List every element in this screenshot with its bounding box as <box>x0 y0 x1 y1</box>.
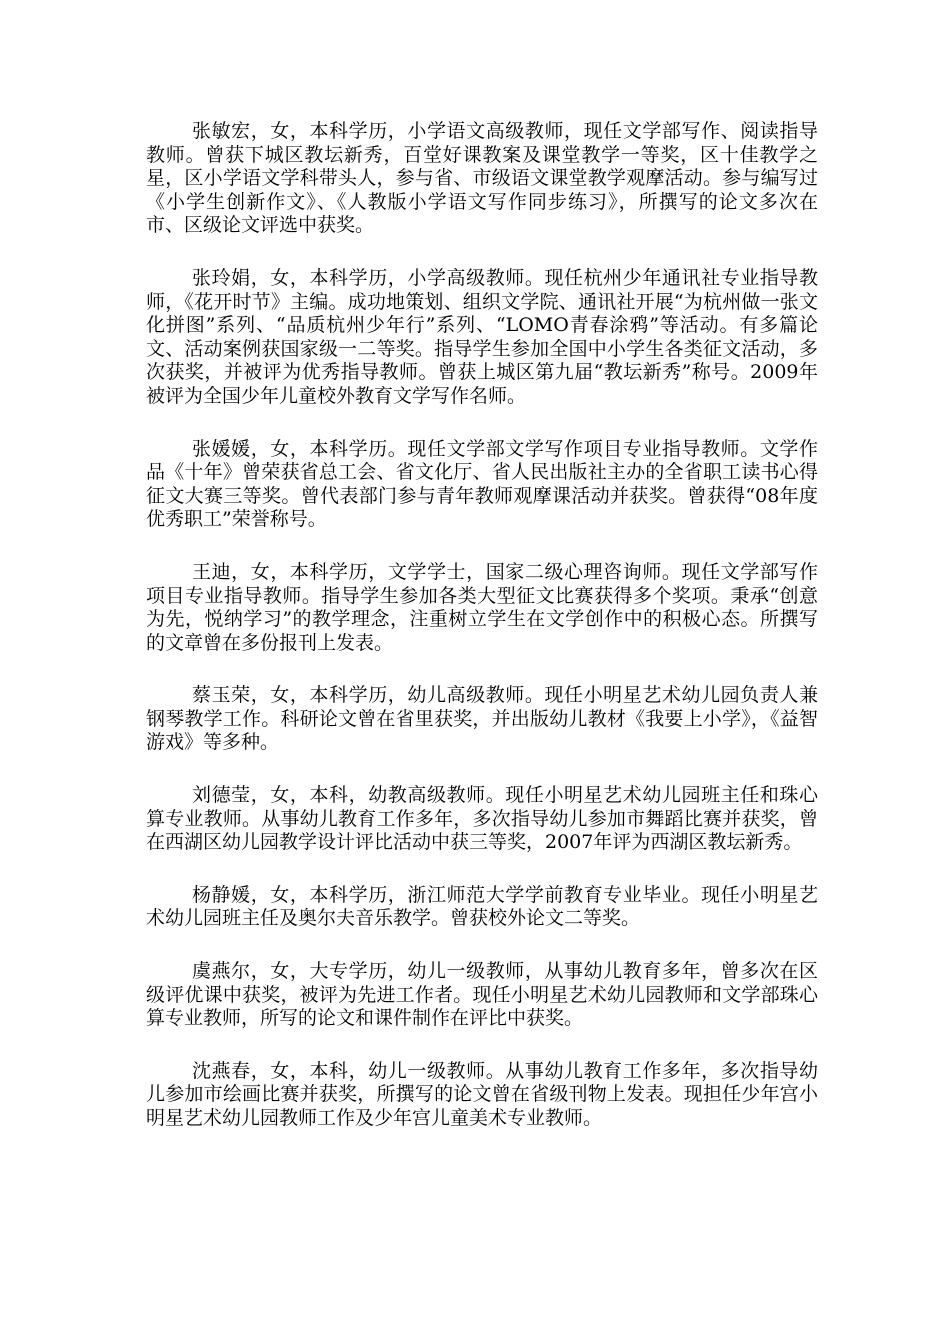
teacher-profile-liu-deying: 刘德莹，女，本科，幼教高级教师。现任小明星艺术幼儿园班主任和珠心算专业教师。从事幼儿教育工作多年，多次指导幼儿参加市舞蹈比赛并获奖，曾在西湖区幼儿园教学设计评比活动中获三等奖，2007年评为西湖区教坛新秀。 <box>146 784 818 854</box>
teacher-profile-yang-jingyuan: 杨静媛，女，本科学历，浙江师范大学学前教育专业毕业。现任小明星艺术幼儿园班主任及奥尔夫音乐教学。曾获校外论文二等奖。 <box>146 883 818 930</box>
teacher-profile-shen-yanchun: 沈燕春，女，本科，幼儿一级教师。从事幼儿教育工作多年，多次指导幼儿参加市绘画比赛并获奖，所撰写的论文曾在省级刊物上发表。现担任少年宫小明星艺术幼儿园教师工作及少年宫儿童美术专业教师。 <box>146 1059 818 1129</box>
teacher-profile-cai-yurong: 蔡玉荣，女，本科学历，幼儿高级教师。现任小明星艺术幼儿园负责人兼钢琴教学工作。科研论文曾在省里获奖，并出版幼儿教材《我要上小学》，《益智游戏》等多种。 <box>146 684 818 754</box>
teacher-profile-zhang-minhong: 张敏宏，女，本科学历，小学语文高级教师，现任文学部写作、阅读指导教师。曾获下城区教坛新秀，百堂好课教案及课堂教学一等奖，区十佳教学之星，区小学语文学科带头人，参与省、市级语文课堂教学观摩活动。参与编写过《小学生创新作文》、《人教版小学语文写作同步练习》，所撰写的论文多次在市、区级论文评选中获奖。 <box>146 120 818 237</box>
teacher-profile-yu-yaner: 虞燕尔，女，大专学历，幼儿一级教师，从事幼儿教育多年，曾多次在区级评优课中获奖，被评为先进工作者。现任小明星艺术幼儿园教师和文学部珠心算专业教师，所写的论文和课件制作在评比中获奖。 <box>146 960 818 1030</box>
teacher-profile-wang-di: 王迪，女，本科学历，文学学士，国家二级心理咨询师。现任文学部写作项目专业指导教师。指导学生参加各类大型征文比赛获得多个奖项。秉承“创意为先，悦纳学习”的教学理念，注重树立学生在文学创作中的积极心态。所撰写的文章曾在多份报刊上发表。 <box>146 560 818 654</box>
teacher-profile-zhang-lingjuan: 张玲娟，女，本科学历，小学高级教师。现任杭州少年通讯社专业指导教师，《花开时节》主编。成功地策划、组织文学院、通讯社开展“为杭州做一张文化拼图”系列、“品质杭州少年行”系列、“LOMO青春涂鸦”等活动。有多篇论文、活动案例获国家级一二等奖。指导学生参加全国中小学生各类征文活动，多次获奖，并被评为优秀指导教师。曾获上城区第九届“教坛新秀”称号。2009年被评为全国少年儿童校外教育文学写作名师。 <box>146 266 818 407</box>
teacher-profile-zhang-yuanyuan: 张媛媛，女，本科学历。现任文学部文学写作项目专业指导教师。文学作品《十年》曾荣获省总工会、省文化厅、省人民出版社主办的全省职工读书心得征文大赛三等奖。曾代表部门参与青年教师观摩课活动并获奖。曾获得“08年度优秀职工”荣誉称号。 <box>146 437 818 531</box>
document-body <box>146 120 818 1160</box>
